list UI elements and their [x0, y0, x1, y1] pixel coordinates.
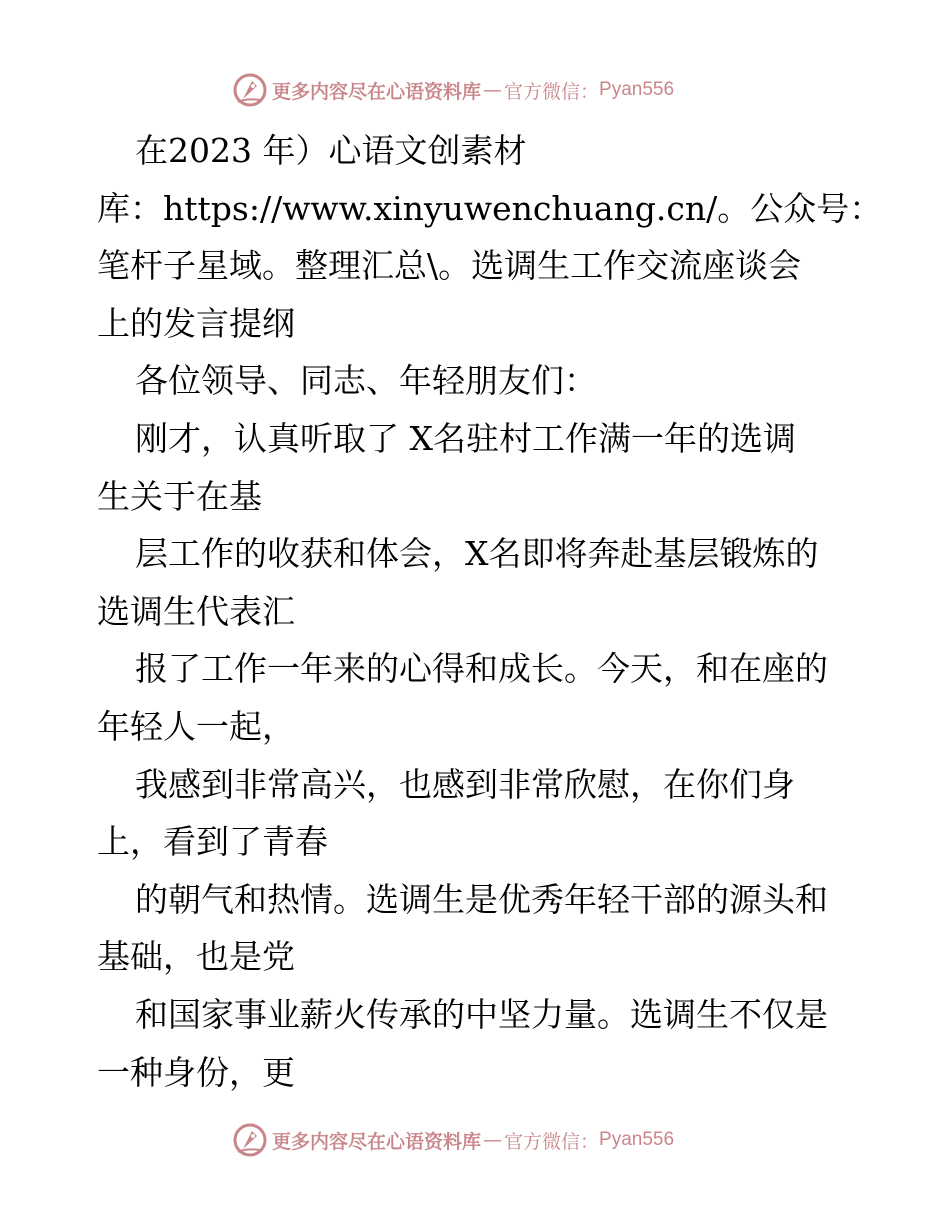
- body-line: 库：https://www.xinyuwenchuang.cn/。公众号：: [97, 188, 883, 228]
- body-line: 一种身份，更: [97, 1052, 295, 1092]
- body-line: 的朝气和热情。选调生是优秀年轻干部的源头和: [135, 879, 828, 919]
- body-line: 报了工作一年来的心得和成长。今天，和在座的: [135, 649, 828, 689]
- body-line: 笔杆子星域。整理汇总\。选调生工作交流座谈会: [97, 246, 802, 286]
- body-line: 上，看到了青春: [97, 822, 328, 862]
- body-line: 选调生代表汇: [97, 591, 295, 631]
- banner-wechat-label: 官方微信：: [504, 1130, 600, 1153]
- banner-dash: —: [483, 1129, 503, 1151]
- body-line: 上的发言提纲: [97, 303, 295, 343]
- footer-watermark-banner: [232, 1120, 752, 1160]
- body-line: 我感到非常高兴，也感到非常欣慰，在你们身: [135, 764, 795, 804]
- banner-promo-text: 更多内容尽在心语资料库: [272, 1130, 482, 1153]
- body-line: 生关于在基: [97, 476, 262, 516]
- document-body: [97, 122, 883, 1101]
- body-line: 年轻人一起，: [97, 706, 295, 746]
- body-line: 各位领导、同志、年轻朋友们：: [135, 361, 597, 401]
- body-line: 刚才，认真听取了 X名驻村工作满一年的选调: [135, 418, 796, 458]
- pen-nib-logo-icon: [232, 72, 268, 108]
- pen-nib-logo-icon: [232, 1122, 268, 1158]
- body-line: 和国家事业薪火传承的中坚力量。选调生不仅是: [135, 994, 828, 1034]
- body-line: 层工作的收获和体会，X名即将奔赴基层锻炼的: [135, 534, 819, 574]
- banner-dash: —: [483, 79, 503, 101]
- header-watermark-banner: [232, 70, 752, 110]
- body-line: 基础，也是党: [97, 937, 295, 977]
- banner-wechat-label: 官方微信：: [504, 80, 600, 103]
- banner-wechat-handle: Pyan556: [599, 79, 675, 100]
- banner-wechat-handle: Pyan556: [599, 1129, 675, 1150]
- banner-promo-text: 更多内容尽在心语资料库: [272, 80, 482, 103]
- body-line: 在2023 年）心语文创素材: [135, 131, 527, 170]
